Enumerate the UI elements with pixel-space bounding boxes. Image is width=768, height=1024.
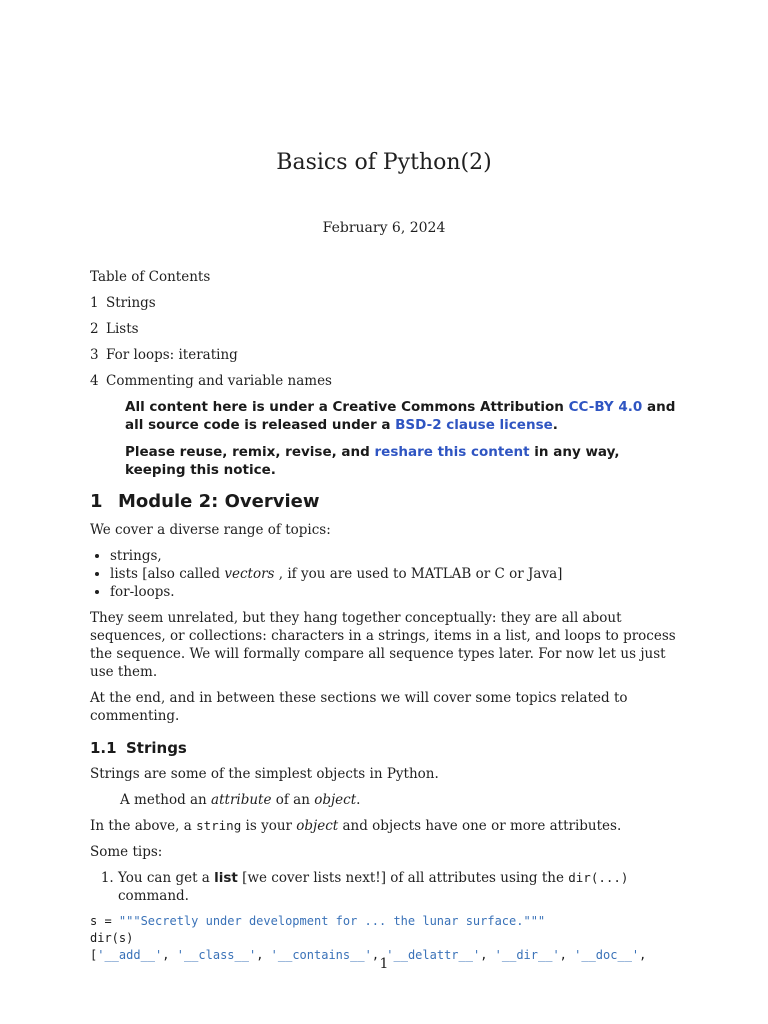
toc-item-label: Commenting and variable names [106, 373, 332, 389]
code-line [90, 913, 680, 930]
code-token: , [559, 948, 575, 962]
page-number: 1 [379, 956, 389, 972]
subsection-number: 1.1 [90, 739, 117, 757]
code-string: '__class__' [176, 948, 257, 962]
quote-emphasis: attribute [211, 792, 272, 808]
tips-list [90, 869, 680, 905]
section-heading-overview [90, 493, 680, 511]
quote-text: A method an [120, 792, 212, 808]
toc-heading: Table of Contents [90, 269, 211, 285]
document-date: February 6, 2024 [322, 220, 446, 236]
toc-item-for-loops[interactable] [90, 346, 680, 364]
topic-item-for-loops: • for-loops. [110, 583, 680, 601]
method-definition-quote [120, 791, 680, 809]
reshare-link[interactable]: reshare this content [374, 444, 530, 460]
tip-text: [we cover lists next!] of all attributes using the [237, 870, 569, 886]
explanation-emphasis: object [296, 818, 339, 834]
tip-bold: list [214, 870, 238, 886]
topic-text: , if you are used to MATLAB or C or Java] [274, 566, 563, 582]
toc-item-commenting[interactable] [90, 372, 680, 390]
tip-text: command. [118, 888, 189, 904]
subsection-heading-strings [90, 739, 680, 757]
code-string: '__dir__' [494, 948, 560, 962]
toc-item-number: 3 [90, 347, 99, 363]
code-token: , [371, 948, 387, 962]
section-title: Module 2: Overview [118, 491, 320, 512]
strings-intro: Strings are some of the simplest objects in Python. [90, 766, 439, 782]
tips-heading: Some tips: [90, 844, 163, 860]
topic-list [90, 547, 680, 601]
toc-item-label: Strings [106, 295, 156, 311]
reuse-text: in any way, keeping this notice. [125, 444, 620, 478]
overview-paragraph-commenting: At the end, and in between these sections we will cover some topics related to commenting. [90, 690, 628, 724]
code-string: '__delattr__' [386, 948, 481, 962]
reuse-paragraph [125, 443, 680, 479]
code-token: , [162, 948, 177, 962]
toc-item-strings[interactable] [90, 294, 680, 312]
license-text: All content here is under a Creative Commons Attribution [125, 399, 569, 415]
inline-code: string [196, 818, 242, 833]
toc-item-number: 1 [90, 295, 99, 311]
toc-item-number: 2 [90, 321, 99, 337]
explanation-text: In the above, a [90, 818, 197, 834]
toc-item-lists[interactable] [90, 320, 680, 338]
overview-intro: We cover a diverse range of topics: [90, 522, 331, 538]
code-string: '__contains__' [270, 948, 372, 962]
quote-text: . [356, 792, 361, 808]
subsection-title: Strings [126, 739, 187, 757]
code-token: , [256, 948, 271, 962]
code-string: '__doc__' [574, 948, 640, 962]
topic-emphasis: vectors [224, 566, 275, 582]
license-text: and all source code is released under a [125, 399, 676, 433]
code-string: """Secretly under development for ... the lunar surface.""" [118, 914, 546, 928]
cc-by-link[interactable]: CC-BY 4.0 [568, 399, 643, 415]
tip-text: You can get a [118, 870, 215, 886]
topic-item-strings: • strings, [110, 547, 680, 565]
license-paragraph [125, 398, 680, 434]
document-title: Basics of Python(2) [276, 150, 492, 175]
toc-item-number: 4 [90, 373, 99, 389]
code-token: , [639, 948, 647, 962]
code-token: , [480, 948, 495, 962]
quote-emphasis: object [314, 792, 357, 808]
bsd-license-link[interactable]: BSD-2 clause license [395, 417, 553, 433]
license-notice [125, 398, 680, 479]
object-explanation [90, 817, 680, 835]
code-token: s = [90, 914, 119, 928]
topic-text: lists [also called [110, 566, 225, 582]
explanation-text: and objects have one or more attributes. [338, 818, 622, 834]
section-number: 1 [90, 491, 103, 512]
toc-item-label: Lists [106, 321, 139, 337]
tip-item [118, 869, 680, 905]
license-text: . [552, 417, 558, 433]
overview-paragraph: They seem unrelated, but they hang together conceptually: they are all about sequences, or collections: characters in a strings, items in a list, and loops to process the sequence. We will formally compare all sequence types later. For now let us just use them. [90, 610, 676, 680]
inline-code: dir(...) [568, 870, 629, 885]
quote-text: of an [271, 792, 315, 808]
explanation-text: is your [241, 818, 297, 834]
document-body [90, 268, 680, 964]
code-string: '__add__' [97, 948, 163, 962]
toc-item-label: For loops: iterating [106, 347, 238, 363]
reuse-text: Please reuse, remix, revise, and [125, 444, 375, 460]
code-line: dir(s) [90, 931, 134, 945]
topic-item-lists [110, 565, 680, 583]
code-token: [ [90, 948, 98, 962]
